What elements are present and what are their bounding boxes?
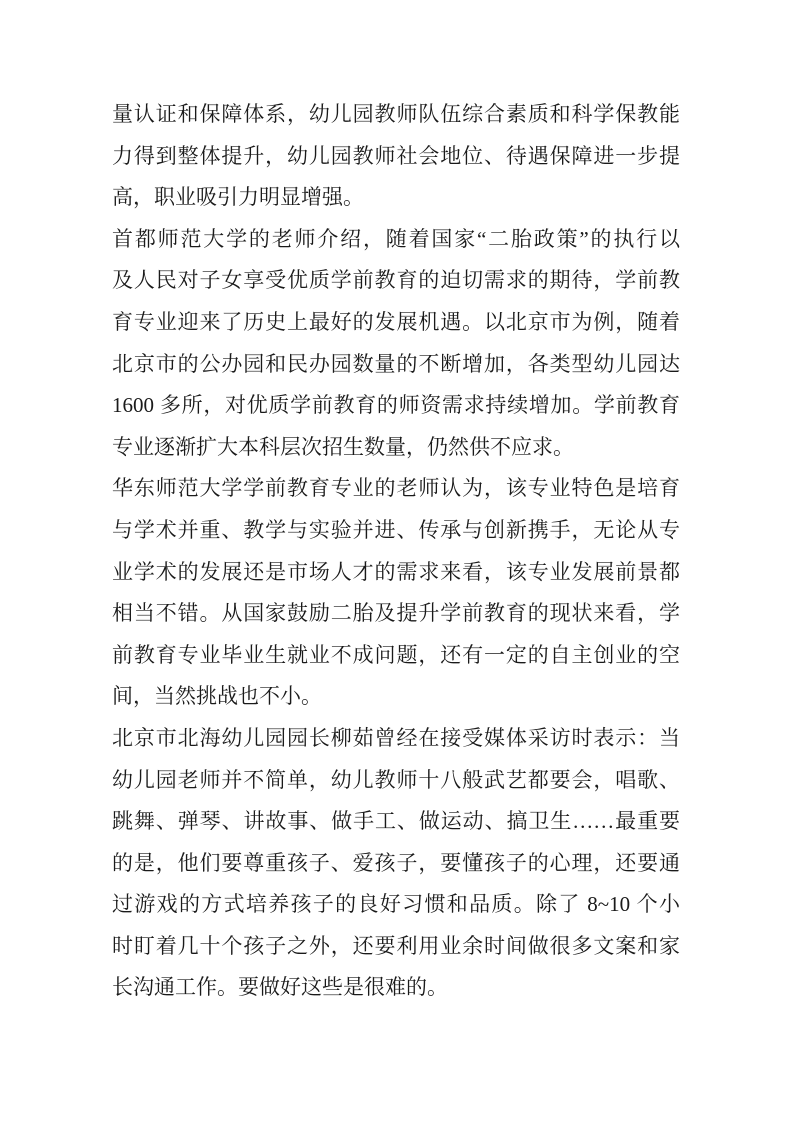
paragraph: [112, 718, 680, 1009]
text-line: 华东师范大学学前教育专业的老师认为，该专业特色是培育: [112, 476, 680, 501]
text-line: 时盯着几十个孩子之外，还要利用业余时间做很多文案和家: [112, 933, 680, 958]
text-line: 相当不错。从国家鼓励二胎及提升学前教育的现状来看，学: [112, 601, 680, 626]
text-line: 过游戏的方式培养孩子的良好习惯和品质。除了 8~10 个小: [112, 892, 680, 917]
text-line: 育专业迎来了历史上最好的发展机遇。以北京市为例，随着: [112, 309, 680, 334]
text-line: 1600 多所，对优质学前教育的师资需求持续增加。学前教育: [112, 393, 680, 418]
text-line: 跳舞、弹琴、讲故事、做手工、做运动、搞卫生……最重要: [112, 809, 680, 834]
document-body: [112, 94, 680, 1009]
text-line: 高，职业吸引力明显增强。: [112, 185, 364, 210]
text-line: 与学术并重、教学与实验并进、传承与创新携手，无论从专: [112, 517, 680, 542]
text-line: 的是，他们要尊重孩子、爱孩子，要懂孩子的心理，还要通: [112, 850, 680, 875]
text-line: 北京市的公办园和民办园数量的不断增加，各类型幼儿园达: [112, 351, 680, 376]
text-line: 及人民对子女享受优质学前教育的迫切需求的期待，学前教: [112, 268, 680, 293]
text-line: 前教育专业毕业生就业不成问题，还有一定的自主创业的空: [112, 642, 680, 667]
text-line: 长沟通工作。要做好这些是很难的。: [112, 975, 448, 1000]
paragraph: [112, 94, 680, 219]
text-line: 北京市北海幼儿园园长柳茹曾经在接受媒体采访时表示：当: [112, 725, 680, 750]
paragraph: [112, 219, 680, 469]
text-line: 力得到整体提升，幼儿园教师社会地位、待遇保障进一步提: [112, 143, 680, 168]
paragraph: [112, 468, 680, 718]
text-line: 专业逐渐扩大本科层次招生数量，仍然供不应求。: [112, 434, 574, 459]
text-line: 首都师范大学的老师介绍，随着国家“二胎政策”的执行以: [112, 226, 680, 251]
text-line: 间，当然挑战也不小。: [112, 684, 322, 709]
text-line: 幼儿园老师并不简单，幼儿教师十八般武艺都要会，唱歌、: [112, 767, 680, 792]
text-line: 业学术的发展还是市场人才的需求来看，该专业发展前景都: [112, 559, 680, 584]
text-line: 量认证和保障体系，幼儿园教师队伍综合素质和科学保教能: [112, 102, 680, 126]
